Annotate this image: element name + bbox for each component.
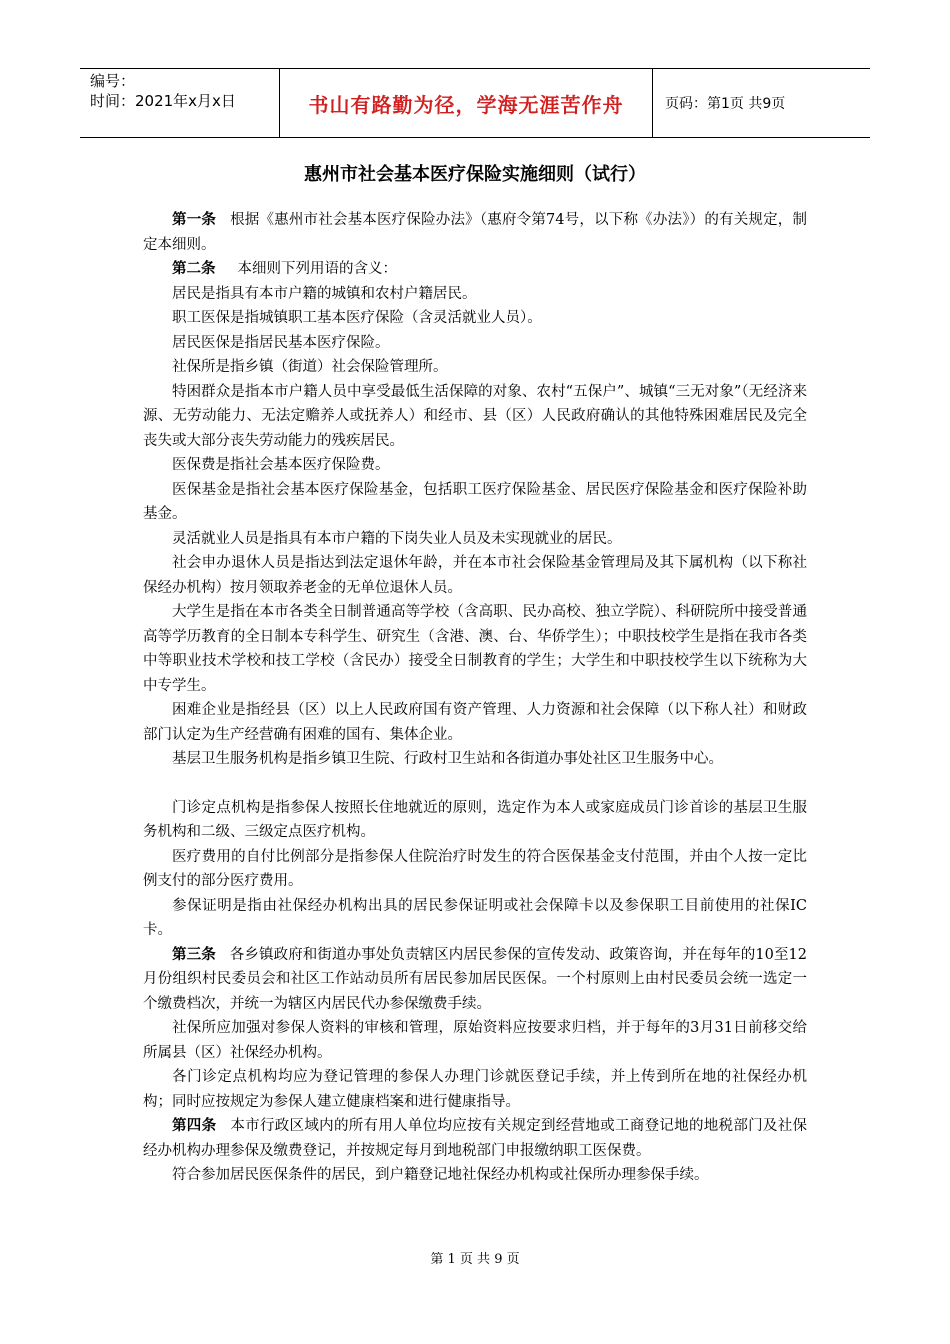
article-label: 第二条 xyxy=(172,261,216,277)
paragraph: 社保所应加强对参保人资料的审核和管理，原始资料应按要求归档，并于每年的3月31日前移交给所属县（区）社保经办机构。 xyxy=(143,1020,807,1061)
paragraph: 第二条 本细则下列用语的含义： xyxy=(172,261,397,277)
page-footer: 第 1 页 共 9 页 xyxy=(430,1252,520,1267)
document-header xyxy=(80,68,870,138)
paragraph: 社会申办退休人员是指达到法定退休年龄，并在本市社会保险基金管理局及其下属机构（以下称社保经办机构）按月领取养老金的无单位退休人员。 xyxy=(143,555,807,596)
paragraph: 灵活就业人员是指具有本市户籍的下岗失业人员及未实现就业的居民。 xyxy=(172,530,622,547)
paragraph: 居民是指具有本市户籍的城镇和农村户籍居民。 xyxy=(172,285,477,302)
paragraph: 大学生是指在本市各类全日制普通高等学校（含高职、民办高校、独立学院）、科研院所中接受普通高等学历教育的全日制本专科学生、研究生（含港、澳、台、华侨学生）；中职技校学生是指在我市各类中等职业技术学校和技工学校（含民办）接受全日制教育的学生；大学生和中职技校学生以下统称为大中专学生。 xyxy=(143,604,807,694)
number-label: 编号： xyxy=(90,72,136,90)
article-label: 第一条 xyxy=(172,212,217,228)
paragraph: 社保所是指乡镇（街道）社会保险管理所。 xyxy=(172,359,448,375)
paragraph: 符合参加居民医保条件的居民，到户籍登记地社保经办机构或社保所办理参保手续。 xyxy=(172,1167,709,1183)
article-label: 第四条 xyxy=(172,1118,217,1134)
paragraph: 医保基金是指社会基本医疗保险基金，包括职工医疗保险基金、居民医疗保险基金和医疗保险补助基金。 xyxy=(143,481,807,522)
paragraph: 居民医保是指居民基本医疗保险。 xyxy=(172,334,390,351)
paragraph: 各门诊定点机构均应为登记管理的参保人办理门诊就医登记手续，并上传到所在地的社保经办机构；同时应按规定为参保人建立健康档案和进行健康指导。 xyxy=(143,1069,807,1110)
paragraph: 参保证明是指由社保经办机构出具的居民参保证明或社会保障卡以及参保职工目前使用的社保IC卡。 xyxy=(143,897,807,938)
header-meta xyxy=(80,69,280,137)
page-label: 页码：第1页 共9页 xyxy=(665,96,786,112)
document-title: 惠州市社会基本医疗保险实施细则（试行） xyxy=(304,164,646,185)
header-motto xyxy=(280,69,653,137)
article-label: 第三条 xyxy=(172,946,216,963)
motto-text: 书山有路勤为径，学海无涯苦作舟 xyxy=(308,92,624,117)
paragraph: 门诊定点机构是指参保人按照长住地就近的原则，选定作为本人或家庭成员门诊首诊的基层卫生服务机构和二级、三级定点医疗机构。 xyxy=(143,799,807,840)
paragraph: 基层卫生服务机构是指乡镇卫生院、行政村卫生站和各街道办事处社区卫生服务中心。 xyxy=(172,751,723,767)
paragraph: 困难企业是指经县（区）以上人民政府国有资产管理、人力资源和社会保障（以下称人社）和财政部门认定为生产经营确有困难的国有、集体企业。 xyxy=(143,702,807,743)
paragraph: 第一条 根据《惠州市社会基本医疗保险办法》（惠府令第74号，以下称《办法》）的有关规定，制定本细则。 xyxy=(143,212,807,253)
paragraph: 第四条 本市行政区域内的所有用人单位均应按有关规定到经营地或工商登记地的地税部门及社保经办机构办理参保及缴费登记，并按规定每月到地税部门申报缴纳职工医保费。 xyxy=(143,1118,808,1159)
paragraph: 特困群众是指本市户籍人员中享受最低生活保障的对象、农村“五保户”、城镇“三无对象”（无经济来源、无劳动能力、无法定赡养人或抚养人）和经市、县（区）人民政府确认的其他特殊困难居民及完全丧失或大部分丧失劳动能力的残疾居民。 xyxy=(143,383,807,449)
paragraph: 医保费是指社会基本医疗保险费。 xyxy=(172,457,390,473)
paragraph: 第三条 各乡镇政府和街道办事处负责辖区内居民参保的宣传发动、政策咨询，并在每年的10至12月份组织村民委员会和社区工作站动员所有居民参加居民医保。一个村原则上由村民委员会统一选定一个缴费档次，并统一为辖区内居民代办参保缴费手续。 xyxy=(143,946,808,1012)
paragraph: 职工医保是指城镇职工基本医疗保险（含灵活就业人员）。 xyxy=(172,310,542,326)
document-body xyxy=(143,208,807,1188)
time-label: 时间：2021年x月x日 xyxy=(90,92,236,110)
paragraph: 医疗费用的自付比例部分是指参保人住院治疗时发生的符合医保基金支付范围，并由个人按一定比例支付的部分医疗费用。 xyxy=(143,848,807,889)
header-page xyxy=(653,69,870,137)
